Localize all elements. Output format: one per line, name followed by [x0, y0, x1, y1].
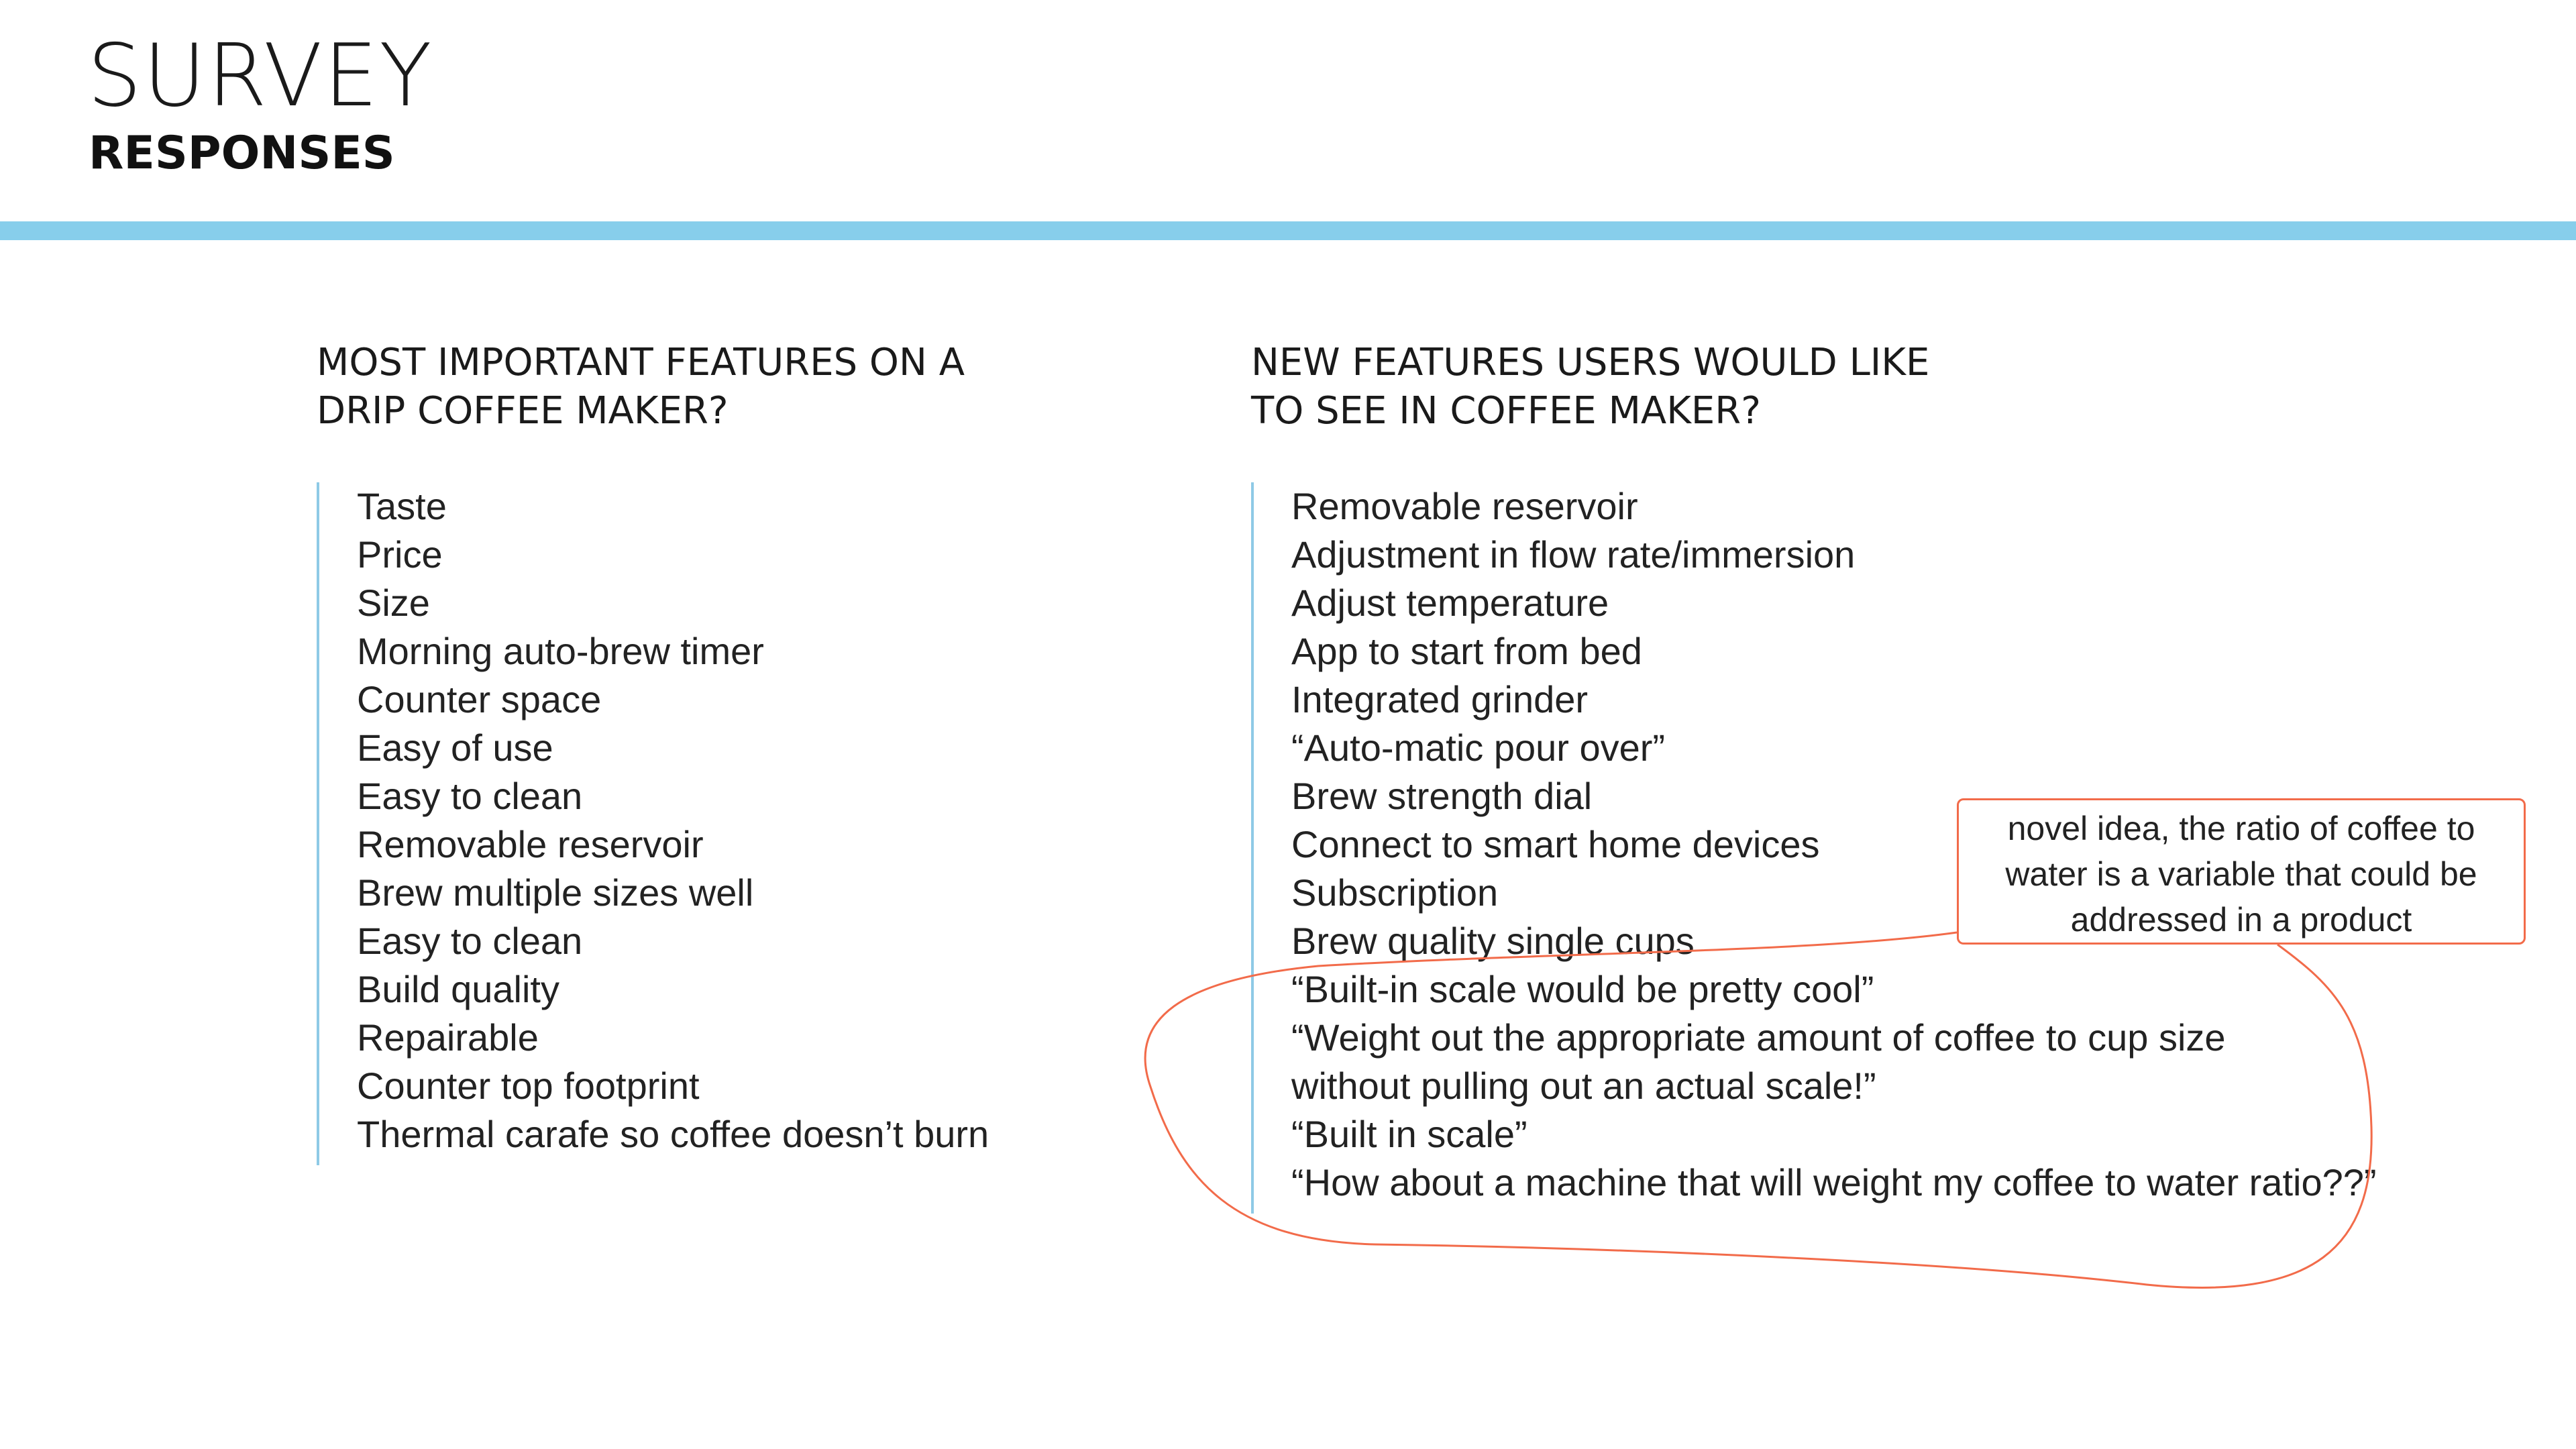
list-item: Easy of use	[357, 727, 553, 769]
right-column-heading	[1251, 339, 2392, 435]
header-accent-bar	[0, 221, 2576, 240]
left-feature-list	[357, 482, 1155, 1159]
right-list-rule	[1251, 482, 1254, 1214]
list-item: “Auto-matic pour over”	[1291, 727, 1666, 769]
list-item: Removable reservoir	[1291, 485, 1638, 527]
list-item: “Weight out the appropriate amount of coffee to cup size without pulling out an actual scale!”	[1291, 1016, 2226, 1107]
right-heading-line-2: TO SEE IN COFFEE MAKER?	[1251, 389, 1761, 433]
list-item: Counter space	[357, 678, 602, 720]
list-item: Thermal carafe so coffee doesn’t burn	[357, 1113, 989, 1155]
left-column	[317, 339, 1155, 1159]
list-item: Morning auto-brew timer	[357, 630, 764, 672]
right-column	[1251, 339, 2392, 1207]
list-item: Connect to smart home devices	[1291, 823, 1820, 865]
left-list-rule	[317, 482, 319, 1165]
left-list-container	[317, 482, 1155, 1159]
list-item: Brew strength dial	[1291, 775, 1593, 817]
left-heading-line-2: DRIP COFFEE MAKER?	[317, 389, 729, 433]
list-item: Size	[357, 582, 430, 624]
list-item: Taste	[357, 485, 447, 527]
list-item: Subscription	[1291, 871, 1499, 914]
list-item: Brew multiple sizes well	[357, 871, 754, 914]
list-item: Build quality	[357, 968, 559, 1010]
list-item: Brew quality single cups	[1291, 920, 1695, 962]
list-item: Easy to clean	[357, 920, 583, 962]
right-heading-line-1: NEW FEATURES USERS WOULD LIKE	[1251, 341, 1930, 384]
list-item: App to start from bed	[1291, 630, 1642, 672]
list-item: Repairable	[357, 1016, 539, 1059]
list-item: Adjust temperature	[1291, 582, 1609, 624]
left-heading-line-1: MOST IMPORTANT FEATURES ON A	[317, 341, 965, 384]
list-item: Adjustment in flow rate/immersion	[1291, 533, 1856, 576]
list-item: Counter top footprint	[357, 1065, 700, 1107]
list-item: Price	[357, 533, 443, 576]
list-item: “Built-in scale would be pretty cool”	[1291, 968, 1874, 1010]
list-item: Easy to clean	[357, 775, 583, 817]
annotation-note: novel idea, the ratio of coffee to water is a variable that could be addressed in a product	[1957, 798, 2526, 945]
left-column-heading	[317, 339, 1155, 435]
page-subtitle: RESPONSES	[89, 127, 395, 180]
list-item: Removable reservoir	[357, 823, 704, 865]
page-title: SURVEY	[87, 26, 433, 126]
list-item: “How about a machine that will weight my coffee to water ratio??”	[1291, 1161, 2377, 1203]
list-item: Integrated grinder	[1291, 678, 1589, 720]
list-item: “Built in scale”	[1291, 1113, 1527, 1155]
